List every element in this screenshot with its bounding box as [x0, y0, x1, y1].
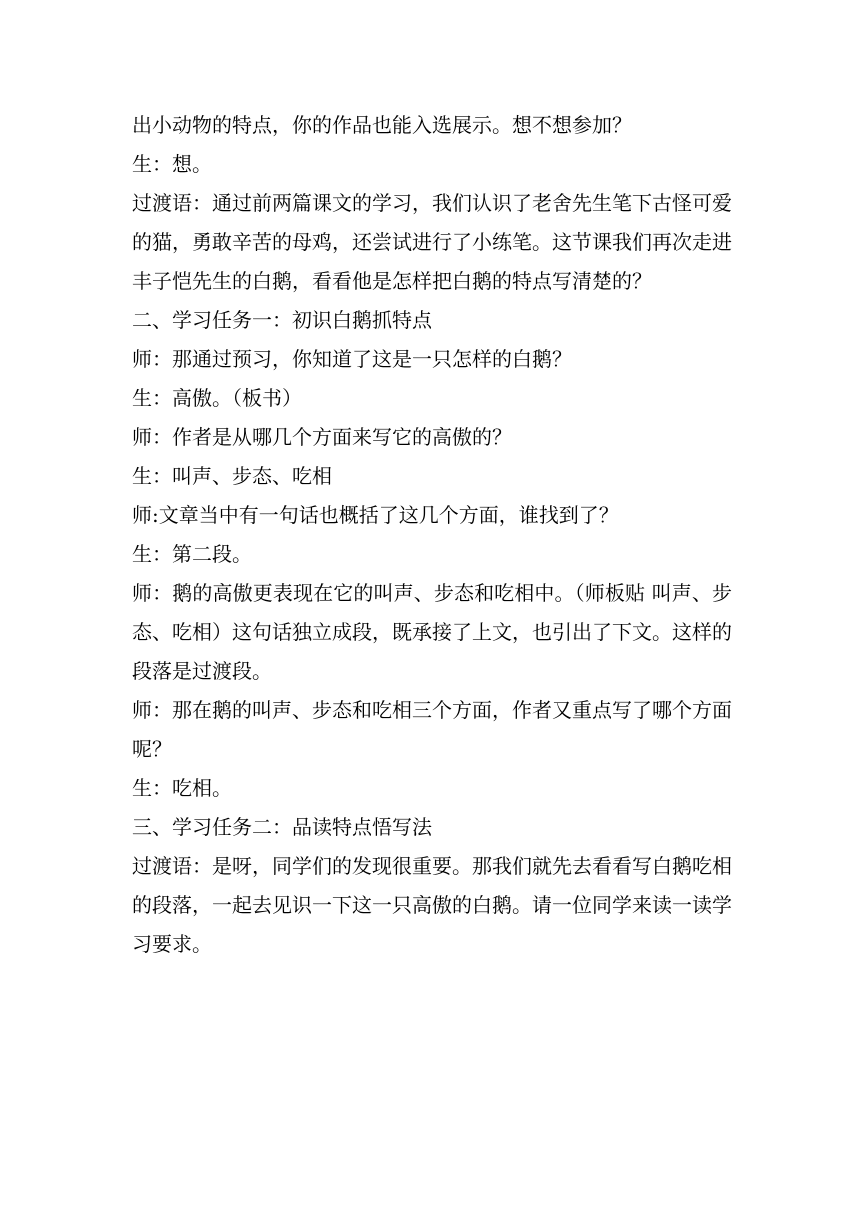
section-heading-task-two: 三、学习任务二：品读特点悟写法	[132, 815, 432, 839]
document-body	[132, 106, 732, 964]
paragraph-student-answer: 生：第二段。	[132, 542, 252, 566]
paragraph-transition: 过渡语：是呀，同学们的发现很重要。那我们就先去看看写白鹅吃相的段落，一起去见识一下这一只高傲的白鹅。请一位同学来读一读学习要求。	[132, 854, 732, 956]
paragraph-teacher-question: 师：那通过预习，你知道了这是一只怎样的白鹅？	[132, 347, 572, 371]
paragraph-continuation: 出小动物的特点，你的作品也能入选展示。想不想参加？	[132, 113, 632, 137]
paragraph-student-answer: 生：吃相。	[132, 776, 232, 800]
paragraph-teacher-explanation: 师：鹅的高傲更表现在它的叫声、步态和吃相中。（师板贴 叫声、步态、吃相）这句话独立成段，既承接了上文，也引出了下文。这样的段落是过渡段。	[132, 581, 732, 683]
paragraph-student-answer: 生：叫声、步态、吃相	[132, 464, 332, 488]
section-heading-task-one: 二、学习任务一：初识白鹅抓特点	[132, 308, 432, 332]
paragraph-student-answer: 生：高傲。（板书）	[132, 386, 302, 410]
paragraph-teacher-question: 师：那在鹅的叫声、步态和吃相三个方面，作者又重点写了哪个方面呢？	[132, 698, 732, 761]
paragraph-teacher-question: 师:文章当中有一句话也概括了这几个方面，谁找到了？	[132, 503, 619, 527]
paragraph-teacher-question: 师：作者是从哪几个方面来写它的高傲的？	[132, 425, 512, 449]
paragraph-student-reply: 生：想。	[132, 152, 212, 176]
paragraph-transition: 过渡语：通过前两篇课文的学习，我们认识了老舍先生笔下古怪可爱的猫，勇敢辛苦的母鸡，还尝试进行了小练笔。这节课我们再次走进丰子恺先生的白鹅，看看他是怎样把白鹅的特点写清楚的？	[132, 191, 732, 293]
